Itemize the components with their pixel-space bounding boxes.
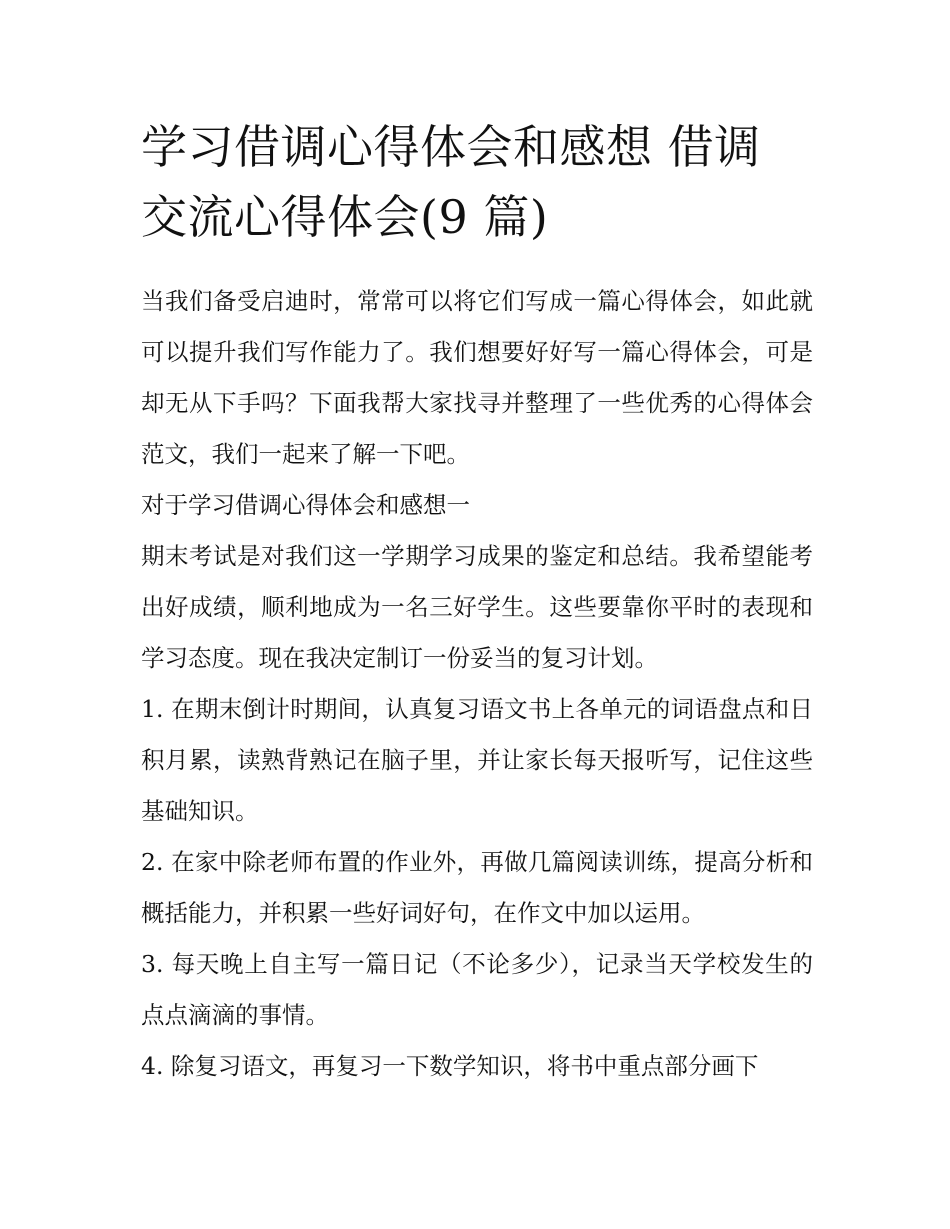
document-title xyxy=(141,112,813,252)
document-body xyxy=(141,276,813,1092)
section-heading: 对于学习借调心得体会和感想一 xyxy=(141,491,470,519)
document-content xyxy=(141,112,813,1092)
title-line-2: 交流心得体会(9 篇) xyxy=(141,190,549,244)
section-intro-paragraph: 期末考试是对我们这一学期学习成果的鉴定和总结。我希望能考出好成绩，顺利地成为一名三好学生。这些要靠你平时的表现和学习态度。现在我决定制订一份妥当的复习计划。 xyxy=(141,542,813,672)
title-line-1: 学习借调心得体会和感想 借调 xyxy=(141,120,761,174)
intro-paragraph: 当我们备受启迪时，常常可以将它们写成一篇心得体会，如此就可以提升我们写作能力了。我们想要好好写一篇心得体会，可是却无从下手吗？下面我帮大家找寻并整理了一些优秀的心得体会范文，我们一起来了解一下吧。 xyxy=(141,287,813,468)
list-item-3: 3. 每天晚上自主写一篇日记（不论多少），记录当天学校发生的点点滴滴的事情。 xyxy=(141,950,813,1029)
list-item-2: 2. 在家中除老师布置的作业外，再做几篇阅读训练，提高分析和概括能力，并积累一些好词好句，在作文中加以运用。 xyxy=(141,848,813,927)
list-item-4: 4. 除复习语文，再复习一下数学知识，将书中重点部分画下 xyxy=(141,1052,759,1080)
list-item-1: 1. 在期末倒计时期间，认真复习语文书上各单元的词语盘点和日积月累，读熟背熟记在脑子里，并让家长每天报听写，记住这些基础知识。 xyxy=(141,695,813,825)
